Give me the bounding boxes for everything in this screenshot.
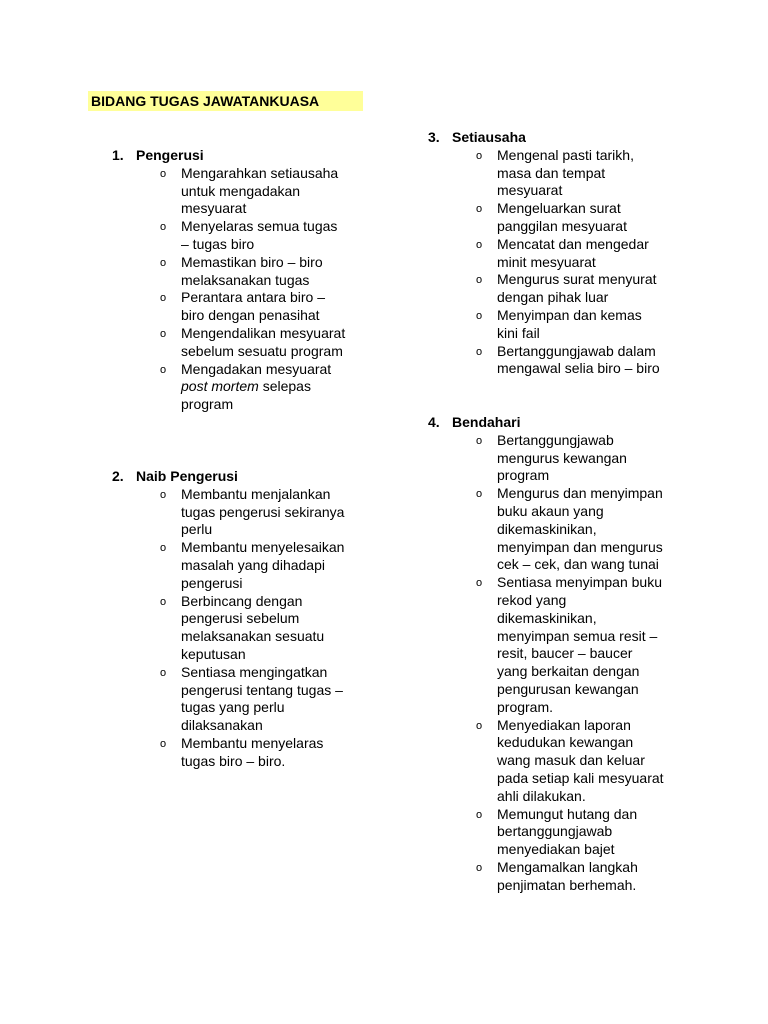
list-item: o Membantu menjalankan tugas pengerusi sekiranya perlu	[160, 485, 345, 538]
list-item: o Menyelaras semua tugas – tugas biro	[160, 218, 338, 252]
list-item: o Memungut hutang dan bertanggungjawab menyediakan bajet	[476, 805, 638, 858]
bullet-icon: o	[476, 434, 483, 447]
list-item: o Membantu menyelesaikan masalah yang dihadapi pengerusi	[160, 539, 345, 591]
section-title: Pengerusi	[136, 147, 204, 163]
bullet-icon: o	[476, 149, 483, 162]
list-item: o Mengarahkan setiausaha untuk mengadakan mesyuarat	[160, 164, 339, 217]
section-number: 1.	[112, 147, 124, 163]
bullet-icon: o	[160, 221, 167, 234]
bullet-icon: o	[160, 488, 167, 501]
section-number: 4.	[428, 414, 440, 430]
list-item: o Mengeluarkan surat panggilan mesyuarat	[476, 200, 627, 234]
list-item: o Mengadakan mesyuarat post mortem selepas program	[160, 360, 332, 413]
bullet-icon: o	[160, 256, 167, 269]
section-number: 3.	[428, 129, 440, 145]
section-title: Naib Pengerusi	[136, 468, 238, 484]
bullet-icon: o	[160, 666, 167, 679]
bullet-icon: o	[160, 327, 167, 340]
list-item: o Berbincang dengan pengerusi sebelum melaksanakan sesuatu keputusan	[160, 592, 325, 662]
bullet-icon: o	[160, 363, 167, 376]
bullet-icon: o	[476, 488, 483, 501]
list-item: o Bertanggungjawab dalam mengawal selia biro – biro	[476, 342, 660, 377]
bullet-icon: o	[476, 309, 483, 322]
document-title: BIDANG TUGAS JAWATANKUASA	[88, 91, 363, 111]
section-heading	[428, 414, 698, 432]
duty-list	[428, 147, 698, 378]
list-item: o Bertanggungjawab mengurus kewangan program	[476, 431, 627, 484]
bullet-icon: o	[160, 542, 167, 555]
italic-term: post mortem	[181, 378, 259, 395]
bullet-icon: o	[476, 203, 483, 216]
section-heading	[112, 468, 372, 486]
list-item: o Membantu menyelaras tugas biro – biro.	[160, 734, 324, 769]
bullet-icon: o	[476, 577, 483, 590]
duty-list	[112, 486, 372, 771]
list-item: o Sentiasa menyimpan buku rekod yang dikemaskinikan, menyimpan semua resit – resit, baucer – baucer yang berkaitan dengan pengurusan kewangan program.	[476, 574, 662, 715]
list-item: o Menyediakan laporan kedudukan kewangan wang masuk dan keluar pada setiap kali mesyuarat ahli dilakukan.	[476, 716, 664, 804]
bullet-icon: o	[476, 238, 483, 251]
section-title: Bendahari	[452, 414, 521, 430]
list-item: o Mengurus surat menyurat dengan pihak luar	[476, 271, 657, 306]
bullet-icon: o	[476, 274, 483, 287]
bullet-icon: o	[476, 861, 483, 874]
bullet-icon: o	[160, 737, 167, 750]
list-item: o Mencatat dan mengedar minit mesyuarat	[476, 235, 649, 270]
list-item: o Mengamalkan langkah penjimatan berhemah.	[476, 858, 638, 893]
section-heading	[112, 147, 372, 165]
list-item: o Mengendalikan mesyuarat sebelum sesuatu program	[160, 324, 346, 359]
list-item: o Memastikan biro – biro melaksanakan tugas	[160, 253, 323, 288]
duty-list	[428, 432, 698, 895]
section-heading	[428, 129, 698, 147]
bullet-icon: o	[476, 808, 483, 821]
section-bendahari	[428, 414, 698, 895]
list-item: o Menyimpan dan kemas kini fail	[476, 306, 642, 341]
bullet-icon: o	[160, 595, 167, 608]
duty-list	[112, 165, 372, 414]
list-item: o Mengurus dan menyimpan buku akaun yang dikemaskinikan, menyimpan dan mengurus cek – cek, dan wang tunai	[476, 485, 663, 573]
section-number: 2.	[112, 468, 124, 484]
section-setiausaha	[428, 129, 698, 378]
section-title: Setiausaha	[452, 129, 526, 145]
bullet-icon: o	[160, 292, 167, 305]
bullet-icon: o	[476, 719, 483, 732]
bullet-icon: o	[476, 345, 483, 358]
list-item: o Sentiasa mengingatkan pengerusi tentang tugas – tugas yang perlu dilaksanakan	[160, 663, 343, 734]
bullet-icon: o	[160, 167, 167, 180]
list-item: o Mengenal pasti tarikh, masa dan tempat mesyuarat	[476, 146, 634, 199]
list-item: o Perantara antara biro – biro dengan penasihat	[160, 289, 325, 324]
section-naib-pengerusi	[112, 468, 372, 771]
section-pengerusi	[112, 147, 372, 414]
